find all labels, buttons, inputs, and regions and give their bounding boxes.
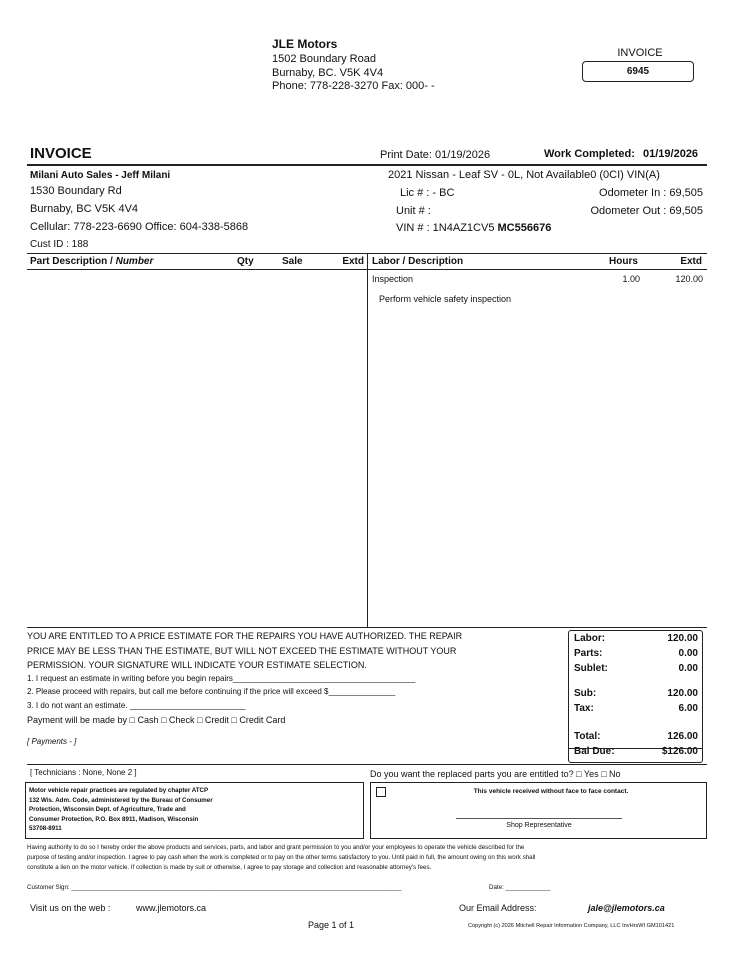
- balance-due-label: Bal Due:: [574, 746, 615, 757]
- technicians: [ Technicians : None, None 2 ]: [30, 768, 137, 777]
- vin-prefix: VIN # : 1N4AZ1CV5: [396, 222, 495, 234]
- customer-address-1: 1530 Boundary Rd: [30, 185, 122, 197]
- legal-line-1: Motor vehicle repair practices are regulated by chapter ATCP: [29, 787, 209, 794]
- authority-line-3: constitute a lien on the motor vehicle. If collection is made by suit or otherwise, I agree to pay storage and collection and reasonable attorney's fees.: [27, 864, 432, 871]
- tax: 6.00: [678, 703, 698, 714]
- customer-signature-line[interactable]: Customer Sign: ________________________________________________________________________________________________: [27, 884, 402, 891]
- web-link[interactable]: www.jlemotors.ca: [136, 903, 207, 913]
- replaced-parts-question: Do you want the replaced parts you are entitled to? □ Yes □ No: [370, 769, 621, 779]
- representative-label: Shop Representative: [506, 822, 572, 829]
- received-box: [370, 782, 707, 839]
- balance-due: $126.00: [661, 746, 698, 757]
- parts-total: 0.00: [678, 648, 698, 659]
- estimate-option-3: 3. I do not want an estimate. __________________________: [27, 701, 246, 710]
- parts-col-number: Number: [115, 256, 154, 267]
- legal-line-2: 132 Wis. Adm. Code, administered by the Bureau of Consumer: [29, 796, 213, 804]
- estimate-line-3: PERMISSION. YOUR SIGNATURE WILL INDICATE YOUR ESTIMATE SELECTION.: [27, 660, 367, 670]
- vehicle-lic: Lic # : - BC: [400, 187, 455, 199]
- vehicle-unit: Unit # :: [396, 205, 431, 217]
- customer-name: Milani Auto Sales - Jeff Milani: [30, 170, 171, 181]
- work-completed-label: Work Completed:: [544, 148, 635, 160]
- legal-notice-box: [25, 782, 364, 839]
- labor-col-extd: Extd: [680, 256, 702, 267]
- shop-phone: Phone: 778-228-3270 Fax: 000- -: [272, 80, 435, 92]
- signature-date-line[interactable]: Date: _____________: [489, 884, 551, 891]
- parts-col-qty: Qty: [237, 256, 254, 267]
- totals-divider: [569, 748, 702, 749]
- print-date: Print Date: 01/19/2026: [380, 149, 491, 161]
- vin-serial: MC556676: [497, 222, 552, 234]
- estimate-line-1: YOU ARE ENTITLED TO A PRICE ESTIMATE FOR THE REPAIRS YOU HAVE AUTHORIZED. THE REPAIR: [27, 631, 463, 641]
- representative-signature-line: [456, 818, 622, 819]
- email-label: Our Email Address:: [459, 903, 537, 913]
- sublet-total-label: Sublet:: [574, 663, 608, 674]
- labor-row-hours: 1.00: [622, 274, 640, 284]
- copyright: Copyright (c) 2026 Mitchell Repair Information Company, LLC InvHrsWI GM101421: [468, 923, 675, 929]
- parts-col-sale: Sale: [282, 256, 303, 267]
- shop-address-2: Burnaby, BC. V5K 4V4: [272, 67, 384, 79]
- estimate-option-2: 2. Please proceed with repairs, but call me before continuing if the price will exceed $_______________: [27, 687, 396, 696]
- customer-address-2: Burnaby, BC V5K 4V4: [30, 203, 139, 215]
- total: 126.00: [667, 731, 698, 742]
- parts-col-desc: [30, 256, 153, 267]
- vehicle-vin: [396, 222, 551, 234]
- subtotal-label: Sub:: [574, 688, 597, 699]
- authority-line-1: Having authority to do so I hereby order the above products and services, parts, and labor and grant permission to you and/or your employees to operate the vehicle described for the: [27, 844, 525, 851]
- web-label: Visit us on the web :: [30, 903, 111, 913]
- total-label: Total:: [574, 731, 601, 742]
- estimate-bottom-line: [27, 764, 707, 765]
- invoice-title: INVOICE: [30, 145, 92, 162]
- email-link[interactable]: jale@jlemotors.ca: [588, 903, 665, 913]
- legal-line-3: Protection, Wisconsin Dept. of Agriculture, Trade and: [29, 806, 186, 814]
- page-number: Page 1 of 1: [308, 920, 355, 930]
- sublet-total: 0.00: [678, 663, 698, 674]
- estimate-top-line: [27, 627, 707, 628]
- parts-col-desc-label: Part Description /: [30, 256, 113, 267]
- parts-labor-divider: [367, 253, 368, 627]
- parts-total-label: Parts:: [574, 648, 603, 659]
- received-text: This vehicle received without face to face contact.: [473, 788, 629, 795]
- work-completed-date: 01/19/2026: [643, 148, 699, 160]
- subtotal: 120.00: [667, 688, 698, 699]
- legal-line-4: Consumer Protection, P.O. Box 8911, Madison, Wisconsin: [29, 815, 199, 823]
- estimate-line-2: PRICE MAY BE LESS THAN THE ESTIMATE, BUT WILL NOT EXCEED THE ESTIMATE WITHOUT YOUR: [27, 646, 457, 656]
- vehicle-description: 2021 Nissan - Leaf SV - 0L, Not Available0 (0CI) VIN(A): [388, 169, 660, 181]
- authority-line-2: purpose of testing and/or inspection. I agree to pay cash when the work is completed or to pay on the other terms satisfactory to you. Until paid in full, the amount owing on this work shall: [27, 854, 536, 861]
- parts-col-extd: Extd: [342, 256, 364, 267]
- labor-note: Perform vehicle safety inspection: [379, 294, 512, 304]
- labor-row-desc: Inspection: [372, 274, 414, 284]
- labor-col-hours: Hours: [609, 256, 638, 267]
- labor-total-label: Labor:: [574, 633, 606, 644]
- title-divider: [27, 164, 707, 166]
- shop-name: JLE Motors: [272, 37, 338, 51]
- customer-phones: Cellular: 778-223-6690 Office: 604-338-5868: [30, 221, 249, 233]
- customer-id: Cust ID : 188: [30, 239, 89, 250]
- invoice-box-label: INVOICE: [617, 47, 663, 59]
- tax-label: Tax:: [574, 703, 594, 714]
- estimate-option-1: 1. I request an estimate in writing before you begin repairs_________________________________________: [27, 674, 416, 683]
- received-checkbox[interactable]: [376, 787, 386, 797]
- odometer-out: Odometer Out : 69,505: [590, 205, 703, 217]
- payments-note: [ Payments - ]: [27, 737, 77, 746]
- payment-methods: Payment will be made by □ Cash □ Check □ Credit □ Credit Card: [27, 715, 286, 725]
- totals-box: [568, 630, 703, 763]
- labor-col-desc: Labor / Description: [372, 256, 464, 267]
- invoice-number: 6945: [582, 61, 694, 82]
- legal-line-5: 53708-8911: [29, 825, 62, 833]
- odometer-in: Odometer In : 69,505: [599, 187, 703, 199]
- shop-address-1: 1502 Boundary Road: [272, 53, 376, 65]
- labor-total: 120.00: [667, 633, 698, 644]
- labor-row-extd: 120.00: [675, 274, 703, 284]
